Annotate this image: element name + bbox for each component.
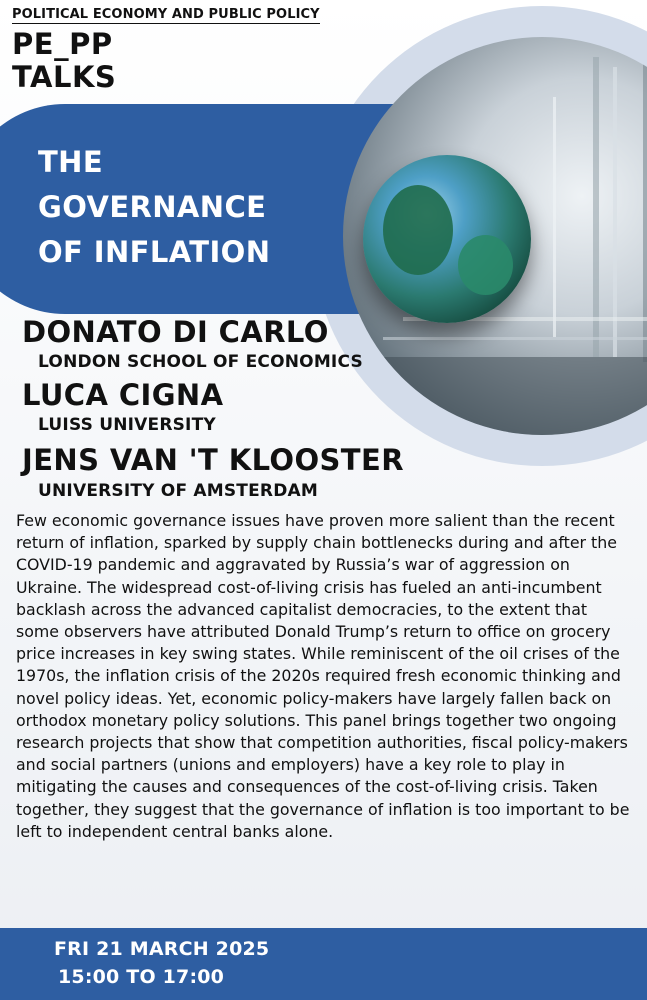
event-time: 15:00 TO 17:00 xyxy=(58,966,225,988)
event-title-line1: THE xyxy=(38,145,104,179)
series-title-line2: TALKS xyxy=(12,60,117,94)
event-title-line2: GOVERNANCE xyxy=(38,190,267,224)
globe-icon xyxy=(363,155,531,323)
event-title-line3: OF INFLATION xyxy=(38,235,271,269)
speaker-name: DONATO DI CARLO xyxy=(22,315,329,349)
speaker-name: JENS VAN 'T KLOOSTER xyxy=(22,443,404,477)
speaker-affiliation: LUISS UNIVERSITY xyxy=(38,415,216,435)
event-date: FRI 21 MARCH 2025 xyxy=(54,938,270,960)
event-abstract: Few economic governance issues have proven more salient than the recent return of inflation, sparked by supply chain bottlenecks during and after the COVID-19 pandemic and aggravated by Russia’s war of aggression on Ukraine. The widespread cost-of-living crisis has fueled an anti-incumbent backlash across the advanced capitalist democracies, to the extent that some observers have attributed Donald Trump’s return to office on grocery price increases in key swing states. While reminiscent of the oil crises of the 1970s, the inflation crisis of the 2020s required fresh economic thinking and novel policy ideas. Yet, economic policy-makers have largely fallen back on orthodox monetary policy solutions. This panel brings together two ongoing research projects that show that competition authorities, fiscal policy-makers and social partners (unions and employers) have a key role to play in mitigating the causes and consequences of the cost-of-living crisis. Taken together, they suggest that the governance of inflation is too important to be left to independent central banks alone. xyxy=(16,511,630,841)
footer-bar xyxy=(0,928,647,1000)
series-title-line1: PE_PP xyxy=(12,27,113,61)
speaker-affiliation: LONDON SCHOOL OF ECONOMICS xyxy=(38,352,363,372)
globe-photo xyxy=(343,37,647,435)
speaker-affiliation: UNIVERSITY OF AMSTERDAM xyxy=(38,481,318,501)
series-label: POLITICAL ECONOMY AND PUBLIC POLICY xyxy=(12,7,320,22)
event-title xyxy=(38,140,318,275)
series-title xyxy=(12,28,116,94)
globe-continent xyxy=(383,185,453,275)
speaker-name: LUCA CIGNA xyxy=(22,378,224,412)
globe-continent xyxy=(458,235,513,295)
